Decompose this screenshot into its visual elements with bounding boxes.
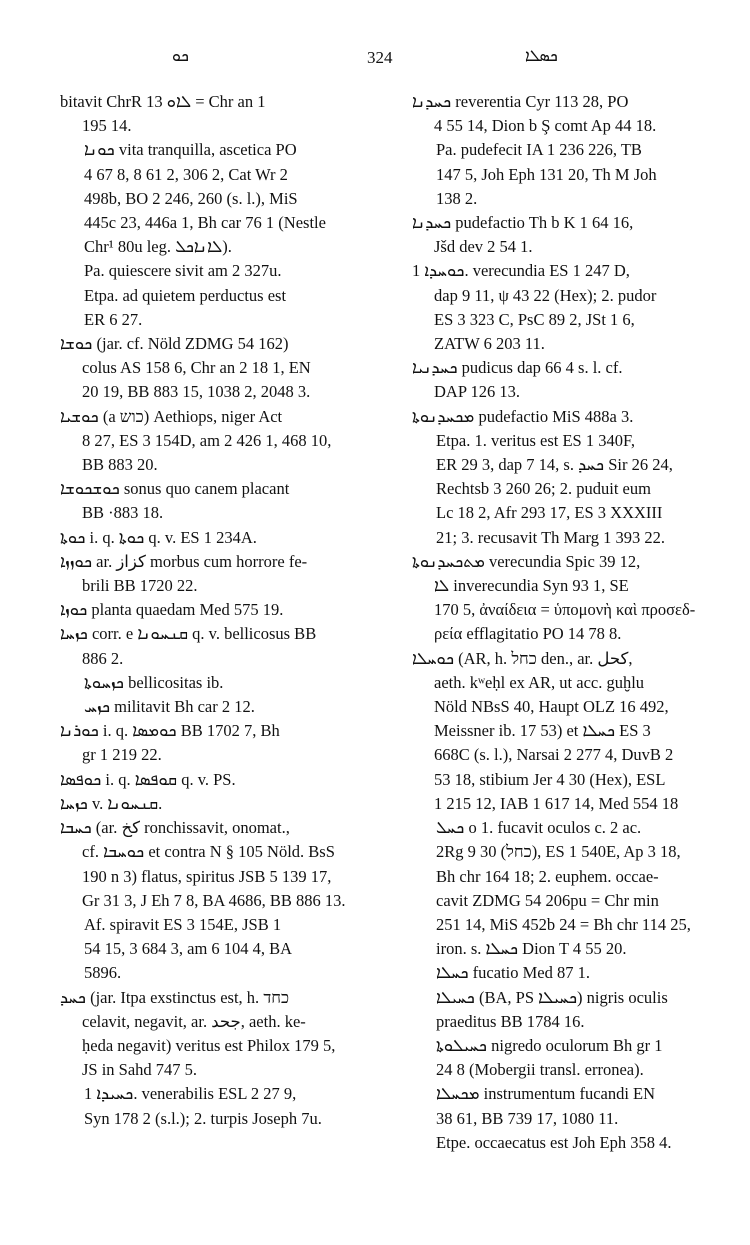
entry-line: 2Rg 9 30 (כחל), ES 1 540E, Ap 3 18,	[436, 842, 681, 862]
dictionary-entry	[60, 332, 382, 405]
entry-line: Syn 178 2 (s.l.); 2. turpis Joseph 7u.	[84, 1108, 322, 1128]
entry-line: Pa. quiescere sivit am 2 327u.	[84, 261, 282, 281]
entry-line: Meissner ib. 17 53) et ܟܚܠܐ ES 3	[434, 721, 651, 741]
entry-line: Etpe. occaecatus est Joh Eph 358 4.	[436, 1132, 672, 1152]
dictionary-entry	[60, 90, 382, 138]
entry-line: ܠܐ inverecundia Syn 93 1, SE	[434, 576, 629, 596]
entry-line: 5896.	[84, 963, 122, 983]
dictionary-entry	[60, 622, 382, 670]
dictionary-entry	[60, 598, 382, 622]
entry-line: 498b, BO 2 246, 260 (s. l.), MiS	[84, 188, 298, 208]
dictionary-entry	[60, 138, 382, 259]
entry-line: 8 27, ES 3 154D, am 2 426 1, 468 10,	[82, 430, 332, 450]
entry-line: bitavit ChrR ܠܐܘ 13 = Chr an 1	[60, 92, 266, 111]
entry-line: ES 3 323 C, PsC 89 2, JSt 1 6,	[434, 309, 635, 329]
entry-line: Chr¹ 80u leg. ܠܐܢܐܟܠ).	[84, 237, 232, 257]
entry-line: BB ·883 18.	[82, 503, 164, 523]
entry-line: 54 15, 3 684 3, am 6 104 4, BA	[84, 939, 293, 959]
dictionary-entry	[60, 526, 382, 550]
entry-line: 445c 23, 446a 1, Bh car 76 1 (Nestle	[84, 213, 326, 233]
entry-line: 24 8 (Mobergii transl. erronea).	[436, 1060, 644, 1080]
entry-line: ܟܘܚܕܐ 1. verecundia ES 1 247 D,	[412, 261, 630, 281]
entry-line: Etpa. 1. veritus est ES 1 340F,	[436, 430, 635, 450]
running-header	[0, 48, 750, 74]
header-left-catchword: ܟܘ	[172, 48, 189, 65]
dictionary-entry	[60, 816, 382, 913]
entry-line: ܟܘܢܐ vita tranquilla, ascetica PO	[84, 140, 297, 160]
entry-line: 190 n 3) flatus, spiritus JSB 5 139 17,	[82, 866, 332, 886]
entry-line: dap 9 11, ψ 43 22 (Hex); 2. pudor	[434, 285, 657, 305]
entry-line: ܟܘܫܝܐ (a כוש) Aethiops, niger Act	[60, 406, 283, 426]
entry-line: ER 29 3, dap 7 14, s. ܟܚܕ Sir 26 24,	[436, 455, 673, 475]
entry-line: brili BB 1720 22.	[82, 576, 198, 596]
entry-line: 20 19, BB 883 15, 1038 2, 2048 3.	[82, 382, 311, 402]
dictionary-entry	[412, 429, 734, 550]
dictionary-entry	[412, 405, 734, 429]
entry-line: ܟܚܠܐ fucatio Med 87 1.	[436, 963, 590, 983]
entry-line: Af. spiravit ES 3 154E, JSB 1	[84, 914, 282, 934]
entry-line: ܟܙܚ militavit Bh car 2 12.	[84, 697, 255, 717]
page-number: 324	[367, 48, 393, 67]
entry-line: 251 14, MiS 452b 24 = Bh chr 114 25,	[436, 914, 691, 934]
entry-line: ܟܚܝܕܐ 1. venerabilis ESL 2 27 9,	[84, 1084, 297, 1104]
entry-line: ܟܘܙܐ planta quaedam Med 575 19.	[60, 600, 284, 620]
dictionary-entry	[412, 816, 734, 961]
dictionary-entry	[412, 1082, 734, 1130]
entry-line: ܡܟܚܕܢܘܬܐ pudefactio MiS 488a 3.	[412, 406, 634, 426]
entry-line: JS in Sahd 747 5.	[82, 1060, 198, 1080]
dictionary-entry	[412, 961, 734, 985]
entry-line: ZATW 6 203 11.	[434, 334, 545, 354]
entry-line: 38 61, BB 739 17, 1080 11.	[436, 1108, 619, 1128]
dictionary-entry	[60, 259, 382, 332]
entry-line: ܟܘܬܐ i. q. ܟܘܬܐ q. v. ES 1 234A.	[60, 527, 257, 547]
entry-line: ܟܘܙܙܐ ar. كزاز morbus cum horrore fe-	[60, 551, 308, 571]
entry-line: celavit, negavit, ar. جحد, aeth. ke-	[82, 1011, 306, 1031]
dictionary-entry	[412, 90, 734, 138]
entry-line: Rechtsb 3 260 26; 2. puduit eum	[436, 479, 651, 499]
dictionary-entry	[60, 477, 382, 525]
dictionary-entry	[412, 986, 734, 1034]
dictionary-entry	[412, 550, 734, 647]
right-column	[412, 90, 734, 1155]
entry-line: colus AS 158 6, Chr an 2 18 1, EN	[82, 358, 311, 378]
entry-line: Jšd dev 2 54 1.	[434, 237, 533, 257]
dictionary-entry	[60, 405, 382, 478]
entry-line: ܟܚܝܠܐ (BA, PS ܟܚܝܠܐ) nigris oculis	[436, 987, 668, 1007]
entry-line: praeditus BB 1784 16.	[436, 1011, 585, 1031]
dictionary-entry	[60, 986, 382, 1083]
dictionary-entry	[60, 792, 382, 816]
entry-line: ܟܚܠ o 1. fucavit oculos c. 2 ac.	[436, 818, 642, 838]
entry-line: 195 14.	[82, 116, 132, 136]
entry-line: ܡܬܟܚܕܢܘܬܐ verecundia Spic 39 12,	[412, 551, 641, 571]
dictionary-entry	[60, 695, 382, 719]
entry-line: 138 2.	[436, 188, 478, 208]
entry-line: 4 55 14, Dion b Ş comt Ap 44 18.	[434, 116, 657, 136]
entry-line: Lc 18 2, Afr 293 17, ES 3 XXXIII	[436, 503, 663, 523]
entry-line: cavit ZDMG 54 206pu = Chr min	[436, 890, 659, 910]
entry-line: ܟܙܚܐ v. ܩܢܚܘܢܐ.	[60, 793, 163, 813]
dictionary-entry	[60, 550, 382, 598]
entry-line: Bh chr 164 18; 2. euphem. occae-	[436, 866, 659, 886]
entry-line: ρεία efflagitatio PO 14 78 8.	[434, 624, 622, 644]
entry-line: 21; 3. recusavit Th Marg 1 393 22.	[436, 527, 665, 547]
entry-line: DAP 126 13.	[434, 382, 521, 402]
entry-line: iron. s. ܟܚܠܐ Dion T 4 55 20.	[436, 939, 627, 959]
entry-line: Nöld NBsS 40, Haupt OLZ 16 492,	[434, 697, 669, 717]
entry-line: ܟܙܚܘܬܐ bellicositas ib.	[84, 672, 224, 692]
entry-line: ܟܚܝܠܘܬܐ nigredo oculorum Bh gr 1	[436, 1035, 663, 1055]
dictionary-entry	[60, 768, 382, 792]
entry-line: ܟܘܫܐ (jar. cf. Nöld ZDMG 54 162)	[60, 334, 289, 354]
entry-line: BB 883 20.	[82, 455, 158, 475]
entry-line: gr 1 219 22.	[82, 745, 162, 765]
entry-line: ܟܚܒܐ (ar. كخ ronchissavit, onomat.,	[60, 818, 290, 838]
dictionary-entry	[60, 671, 382, 695]
dictionary-entry	[412, 138, 734, 211]
dictionary-entry	[60, 913, 382, 986]
entry-line: 4 67 8, 8 61 2, 306 2, Cat Wr 2	[84, 164, 288, 184]
dictionary-entry	[412, 211, 734, 259]
left-column	[60, 90, 382, 1131]
entry-line: cf. ܟܘܚܒܐ et contra N § 105 Nöld. BsS	[82, 842, 335, 862]
dictionary-entry	[412, 356, 734, 404]
dictionary-entry	[60, 719, 382, 767]
entry-line: ܟܘܦܣܐ i. q. ܩܘܦܣܐ q. v. PS.	[60, 769, 236, 789]
entry-line: ܟܘܚܠܐ (AR, h. כחל den., ar. كحل,	[412, 648, 633, 668]
entry-line: ܟܚܕܢܝܐ pudicus dap 66 4 s. l. cf.	[412, 358, 623, 378]
dictionary-entry	[412, 1131, 734, 1155]
header-right-catchword: ܟܣܠܐ	[525, 48, 558, 65]
entry-line: 147 5, Joh Eph 131 20, Th M Joh	[436, 164, 657, 184]
entry-line: ܟܚܕܢܐ pudefactio Th b K 1 64 16,	[412, 213, 634, 233]
entry-line: ܡܟܚܠܐ instrumentum fucandi EN	[436, 1084, 656, 1104]
entry-line: ܟܘܫܟܘܫܐ sonus quo canem placant	[60, 479, 290, 499]
entry-line: ḥeda negavit) veritus est Philox 179 5,	[82, 1035, 336, 1055]
entry-line: ܟܙܚܐ corr. e ܩܢܚܘܢܐ q. v. bellicosus BB	[60, 624, 317, 644]
dictionary-entry	[60, 1082, 382, 1130]
entry-line: Gr 31 3, J Eh 7 8, BA 4686, BB 886 13.	[82, 890, 346, 910]
entry-line: 668C (s. l.), Narsai 2 277 4, DuvB 2	[434, 745, 674, 765]
entry-line: ܟܘܪܢܐ i. q. ܟܘܡܣܐ BB 1702 7, Bh	[60, 721, 280, 741]
entry-line: ܟܚܕ (jar. Itpa exstinctus est, h. כחד	[60, 987, 290, 1007]
dictionary-entry	[412, 647, 734, 816]
entry-line: 53 18, stibium Jer 4 30 (Hex), ESL	[434, 769, 666, 789]
entry-line: ER 6 27.	[84, 309, 143, 329]
entry-line: aeth. kʷeḥl ex AR, ut acc. guḫlu	[434, 672, 645, 692]
entry-line: 170 5, ἀναίδεια = ὑπομονὴ καὶ προσεδ-	[434, 600, 696, 620]
entry-line: Pa. pudefecit IA 1 236 226, TB	[436, 140, 642, 160]
entry-line: 1 215 12, IAB 1 617 14, Med 554 18	[434, 793, 679, 813]
entry-line: 886 2.	[82, 648, 124, 668]
dictionary-entry	[412, 1034, 734, 1082]
entry-line: Etpa. ad quietem perductus est	[84, 285, 287, 305]
entry-line: ܟܚܕܢܐ reverentia Cyr 113 28, PO	[412, 92, 629, 111]
dictionary-entry	[412, 259, 734, 356]
